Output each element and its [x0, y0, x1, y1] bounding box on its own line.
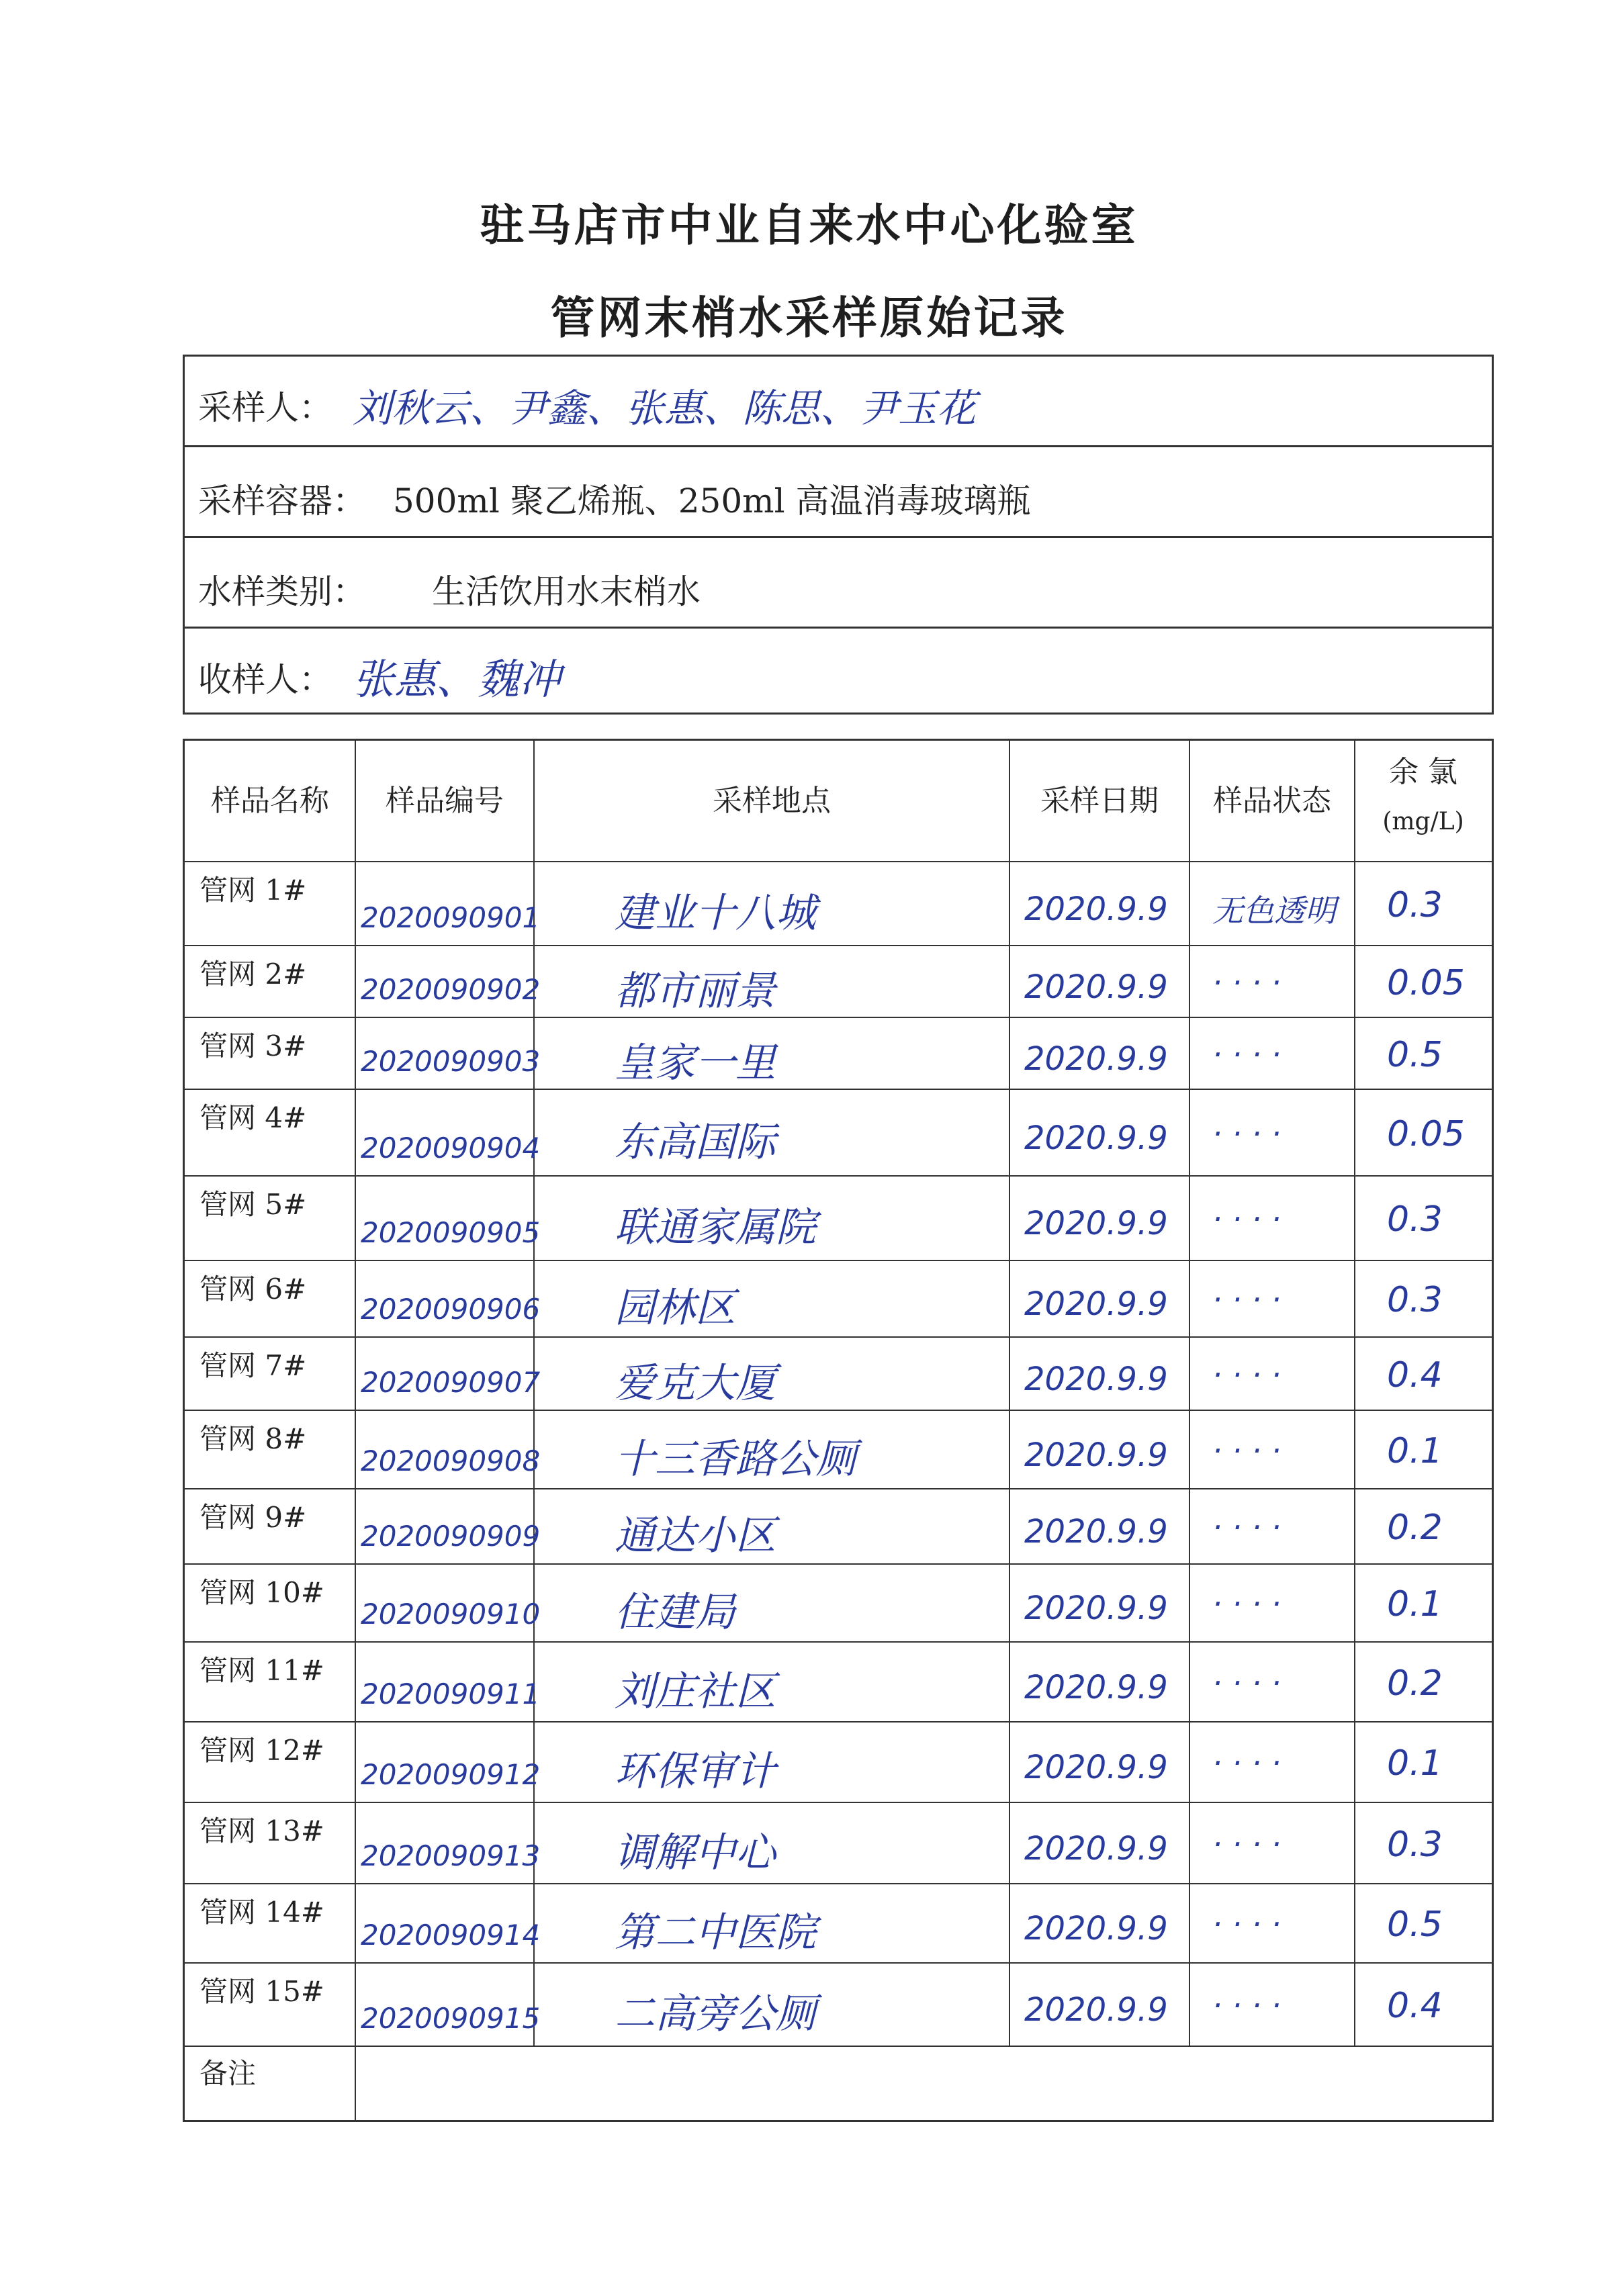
column-divider — [1009, 741, 1010, 2046]
sample-location: 二高旁公厕 — [615, 1990, 816, 2037]
sample-location: 东高国际 — [615, 1119, 776, 1166]
type-label: 水样类别： — [198, 572, 366, 611]
row-divider — [185, 1410, 1492, 1411]
sampler-row — [185, 357, 1492, 447]
sample-date: 2020.9.9 — [1024, 968, 1168, 1006]
page-subtitle: 管网末梢水采样原始记录 — [550, 292, 1068, 344]
sample-name: 管网 12# — [199, 1734, 324, 1767]
sample-chlorine: 0.05 — [1387, 1114, 1465, 1154]
sample-name: 管网 4# — [199, 1101, 307, 1134]
header-chlorine: 余 氯 — [1389, 755, 1457, 789]
sample-chlorine: 0.3 — [1387, 1280, 1443, 1320]
sample-name: 管网 13# — [199, 1815, 324, 1847]
sample-id: 2020090907 — [361, 1366, 541, 1399]
sample-chlorine: 0.1 — [1387, 1743, 1443, 1784]
sample-chlorine: 0.2 — [1387, 1663, 1443, 1704]
sample-chlorine: 0.4 — [1387, 1986, 1443, 2026]
sample-id: 2020090911 — [361, 1678, 541, 1710]
sample-id: 2020090914 — [361, 1919, 541, 1951]
sample-chlorine: 0.1 — [1387, 1584, 1443, 1624]
row-divider — [185, 2046, 1492, 2047]
sample-location: 都市丽景 — [615, 968, 776, 1015]
sample-date: 2020.9.9 — [1024, 1669, 1168, 1706]
sample-date: 2020.9.9 — [1024, 1991, 1168, 2029]
type-value: 生活饮用水末梢水 — [432, 572, 701, 611]
sample-name: 管网 11# — [199, 1654, 324, 1687]
sample-id: 2020090901 — [361, 901, 541, 934]
sample-chlorine: 0.05 — [1387, 963, 1465, 1003]
sample-chlorine: 0.4 — [1387, 1355, 1443, 1395]
column-divider — [355, 741, 356, 2120]
row-divider — [185, 1260, 1492, 1261]
sampler-value: 刘秋云、尹鑫、张惠、陈思、尹玉花 — [353, 385, 977, 431]
row-divider — [185, 1017, 1492, 1018]
header-id: 样品编号 — [386, 784, 504, 819]
sample-date: 2020.9.9 — [1024, 1830, 1168, 1868]
sample-chlorine: 0.5 — [1387, 1904, 1443, 1945]
sample-location: 第二中医院 — [615, 1909, 816, 1956]
sample-location: 环保审计 — [615, 1748, 776, 1795]
sample-date: 2020.9.9 — [1024, 890, 1168, 928]
row-divider — [185, 1175, 1492, 1177]
sample-status: · · · · — [1212, 1201, 1282, 1237]
sample-id: 2020090903 — [361, 1045, 541, 1078]
sample-chlorine: 0.1 — [1387, 1431, 1443, 1471]
sample-date: 2020.9.9 — [1024, 1361, 1168, 1398]
sample-location: 住建局 — [615, 1589, 735, 1636]
sample-date: 2020.9.9 — [1024, 1436, 1168, 1474]
receiver-row — [185, 629, 1492, 717]
row-divider — [185, 1488, 1492, 1489]
sample-status: · · · · — [1212, 1987, 1282, 2023]
sample-chlorine: 0.2 — [1387, 1508, 1443, 1548]
sample-status: · · · · — [1212, 1906, 1282, 1942]
sample-chlorine: 0.3 — [1387, 1825, 1443, 1865]
row-divider — [185, 945, 1492, 946]
row-divider — [185, 1962, 1492, 1964]
sample-name: 管网 8# — [199, 1422, 307, 1455]
row-divider — [185, 1563, 1492, 1565]
sample-name: 管网 10# — [199, 1576, 324, 1609]
sample-status: · · · · — [1212, 1826, 1282, 1862]
sample-date: 2020.9.9 — [1024, 1590, 1168, 1627]
row-divider — [185, 1802, 1492, 1803]
sample-location: 通达小区 — [615, 1512, 776, 1559]
sample-date: 2020.9.9 — [1024, 1749, 1168, 1786]
container-value: 500ml 聚乙烯瓶、250ml 高温消毒玻璃瓶 — [393, 481, 1031, 520]
sample-name: 管网 6# — [199, 1273, 307, 1305]
type-row — [185, 538, 1492, 629]
sample-chlorine: 0.3 — [1387, 1199, 1443, 1240]
sample-location: 园林区 — [615, 1285, 735, 1332]
info-box — [183, 355, 1494, 715]
sample-id: 2020090902 — [361, 973, 541, 1006]
container-label: 采样容器： — [198, 481, 366, 520]
header-chlorine-unit: (mg/L) — [1382, 808, 1464, 835]
sample-id: 2020090912 — [361, 1758, 541, 1791]
sample-name: 管网 15# — [199, 1975, 324, 2008]
sample-location: 建业十八城 — [615, 890, 816, 937]
row-divider — [185, 1089, 1492, 1090]
row-divider — [185, 1641, 1492, 1643]
sample-status: · · · · — [1212, 1665, 1282, 1701]
receiver-value: 张惠、魏冲 — [353, 655, 561, 704]
sample-date: 2020.9.9 — [1024, 1513, 1168, 1551]
row-divider — [185, 1336, 1492, 1338]
container-row — [185, 447, 1492, 538]
sample-id: 2020090904 — [361, 1132, 541, 1164]
sample-status: · · · · — [1212, 964, 1282, 1001]
sample-name: 管网 2# — [199, 958, 307, 991]
sample-id: 2020090909 — [361, 1520, 541, 1553]
sample-date: 2020.9.9 — [1024, 1119, 1168, 1157]
sample-location: 皇家一里 — [615, 1040, 776, 1087]
sample-status: · · · · — [1212, 1357, 1282, 1393]
sample-location: 联通家属院 — [615, 1204, 816, 1251]
sample-location: 爱克大厦 — [615, 1360, 776, 1407]
header-date: 采样日期 — [1040, 784, 1159, 819]
header-status: 样品状态 — [1213, 784, 1331, 819]
sample-id: 2020090910 — [361, 1598, 541, 1631]
sample-status: · · · · — [1212, 1432, 1282, 1469]
sample-id: 2020090905 — [361, 1216, 541, 1249]
column-divider — [1189, 741, 1190, 2046]
sample-name: 管网 3# — [199, 1029, 307, 1062]
sample-date: 2020.9.9 — [1024, 1205, 1168, 1242]
sample-date: 2020.9.9 — [1024, 1040, 1168, 1078]
sample-table — [183, 739, 1494, 2122]
column-divider — [1354, 741, 1355, 2046]
sample-chlorine: 0.3 — [1387, 885, 1443, 925]
receiver-label: 收样人： — [198, 660, 332, 699]
sample-status: 无色透明 — [1212, 892, 1336, 929]
sample-date: 2020.9.9 — [1024, 1910, 1168, 1947]
sample-status: · · · · — [1212, 1745, 1282, 1781]
sample-name: 管网 5# — [199, 1188, 307, 1221]
sample-status: · · · · — [1212, 1115, 1282, 1152]
sample-name: 管网 1# — [199, 874, 307, 907]
sample-status: · · · · — [1212, 1036, 1282, 1072]
sample-status: · · · · — [1212, 1509, 1282, 1545]
sample-location: 调解中心 — [615, 1829, 776, 1876]
sample-name: 管网 7# — [199, 1349, 307, 1382]
sample-location: 刘庄社区 — [615, 1668, 776, 1715]
row-divider — [185, 1883, 1492, 1884]
sample-name: 管网 14# — [199, 1896, 324, 1929]
sample-id: 2020090908 — [361, 1444, 541, 1477]
sample-date: 2020.9.9 — [1024, 1285, 1168, 1323]
sampler-label: 采样人： — [198, 388, 332, 427]
sample-id: 2020090906 — [361, 1293, 541, 1326]
sample-status: · · · · — [1212, 1586, 1282, 1622]
sample-chlorine: 0.5 — [1387, 1035, 1443, 1075]
row-divider — [185, 1721, 1492, 1723]
sample-id: 2020090915 — [361, 2002, 541, 2035]
header-name: 样品名称 — [211, 784, 329, 819]
row-divider — [185, 861, 1492, 862]
sample-location: 十三香路公厕 — [615, 1436, 856, 1483]
sample-id: 2020090913 — [361, 1839, 541, 1872]
remark-label: 备注 — [199, 2057, 257, 2090]
page-title: 驻马店市中业自来水中心化验室 — [480, 199, 1138, 251]
sample-status: · · · · — [1212, 1281, 1282, 1318]
header-location: 采样地点 — [713, 784, 831, 819]
sample-name: 管网 9# — [199, 1501, 307, 1534]
